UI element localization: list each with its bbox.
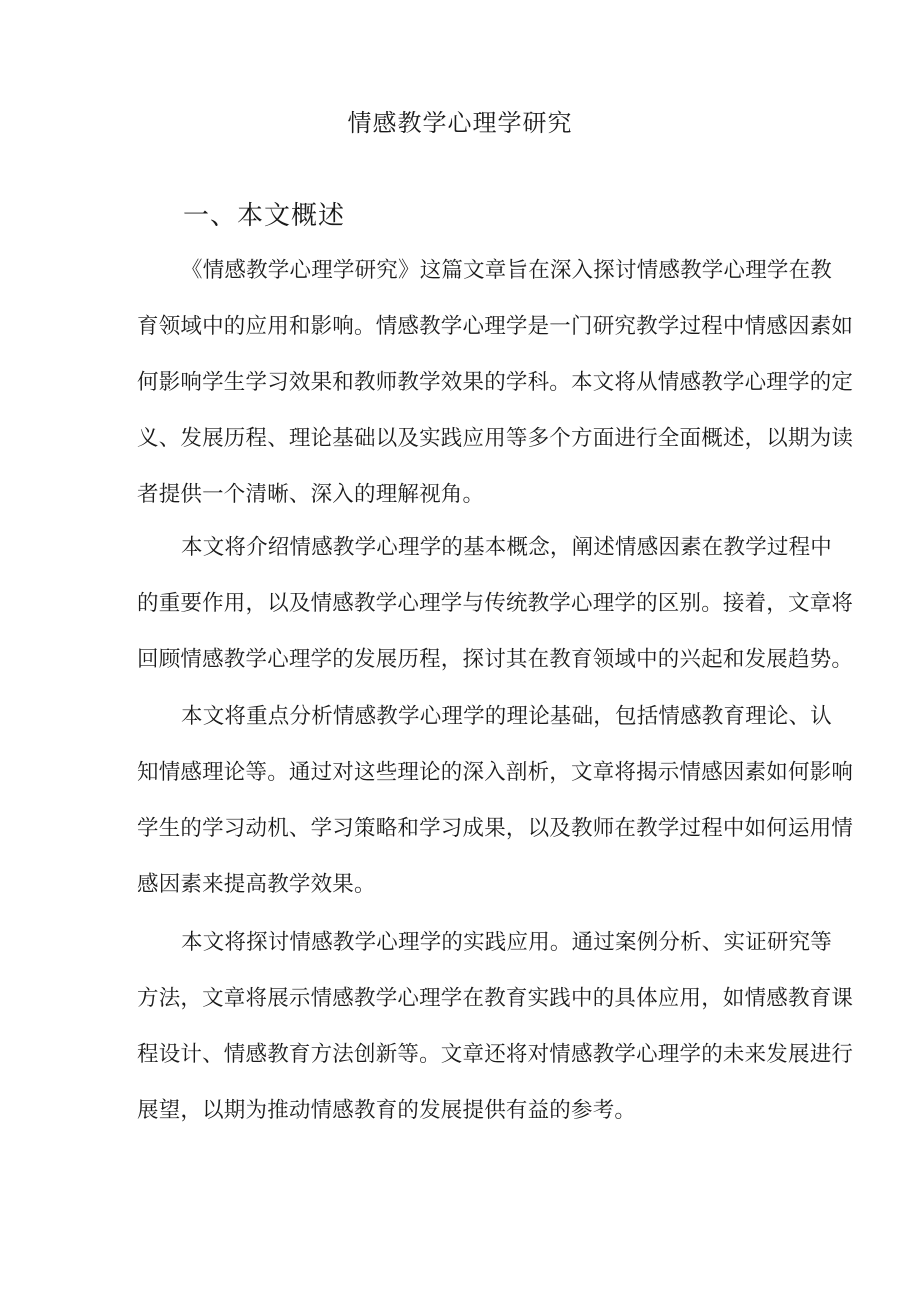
paragraph-line: 《情感教学心理学研究》这篇文章旨在深入探讨情感教学心理学在教 bbox=[181, 258, 833, 283]
paragraph-line: 方法，文章将展示情感教学心理学在教育实践中的具体应用，如情感教育课 bbox=[137, 986, 854, 1011]
paragraph-line: 知情感理论等。通过对这些理论的深入剖析，文章将揭示情感因素如何影响 bbox=[137, 760, 854, 785]
paragraph-4 bbox=[137, 915, 854, 1139]
paragraph-line: 本文将重点分析情感教学心理学的理论基础，包括情感教育理论、认 bbox=[181, 704, 833, 729]
paragraph-line: 回顾情感教学心理学的发展历程，探讨其在教育领域中的兴起和发展趋势。 bbox=[137, 647, 854, 672]
paragraph-2 bbox=[137, 520, 854, 688]
paragraph-line: 程设计、情感教育方法创新等。文章还将对情感教学心理学的未来发展进行 bbox=[137, 1042, 854, 1067]
document-title: 情感教学心理学研究 bbox=[347, 109, 573, 137]
paragraph-3 bbox=[137, 689, 854, 913]
paragraph-line: 学生的学习动机、学习策略和学习成果，以及教师在教学过程中如何运用情 bbox=[137, 816, 854, 841]
paragraph-1 bbox=[137, 243, 854, 523]
paragraph-line: 义、发展历程、理论基础以及实践应用等多个方面进行全面概述，以期为读 bbox=[137, 426, 854, 451]
paragraph-line: 本文将探讨情感教学心理学的实践应用。通过案例分析、实证研究等 bbox=[181, 930, 833, 955]
paragraph-line: 感因素来提高教学效果。 bbox=[137, 872, 376, 897]
section-heading: 一、本文概述 bbox=[183, 201, 346, 231]
paragraph-line: 者提供一个清晰、深入的理解视角。 bbox=[137, 482, 485, 507]
paragraph-line: 育领域中的应用和影响。情感教学心理学是一门研究教学过程中情感因素如 bbox=[137, 314, 854, 339]
paragraph-line: 何影响学生学习效果和教师教学效果的学科。本文将从情感教学心理学的定 bbox=[137, 370, 854, 395]
paragraph-line: 展望，以期为推动情感教育的发展提供有益的参考。 bbox=[137, 1098, 637, 1123]
paragraph-line: 的重要作用，以及情感教学心理学与传统教学心理学的区别。接着，文章将 bbox=[137, 591, 854, 616]
paragraph-line: 本文将介绍情感教学心理学的基本概念，阐述情感因素在教学过程中 bbox=[181, 535, 833, 560]
